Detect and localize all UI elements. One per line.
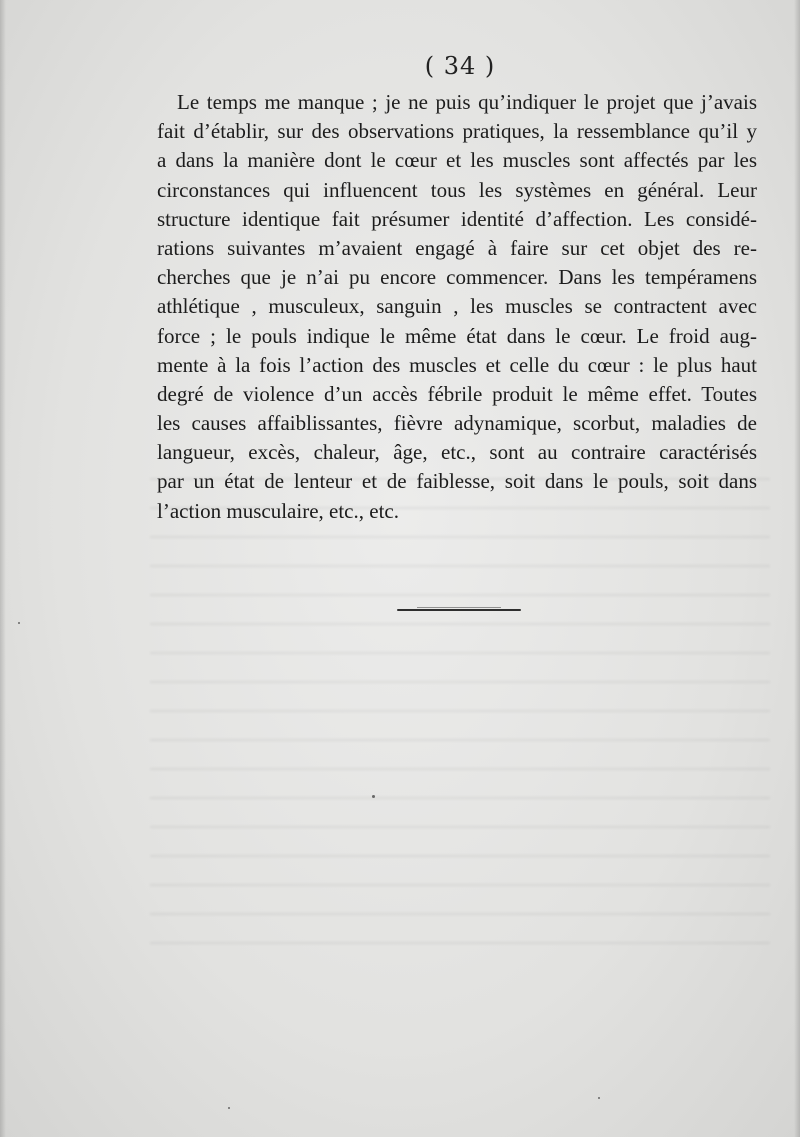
paragraph-line: a dans la manière dont le cœur et les muscles sont affectés par les <box>157 148 757 173</box>
paragraph-line: athlétique , musculeux, sanguin , les muscles se contractent avec <box>157 294 757 319</box>
paragraph-line: l’action musculaire, etc., etc. <box>157 498 399 523</box>
section-divider-rule <box>397 609 521 611</box>
ink-speck <box>228 1107 230 1109</box>
paragraph-line: structure identique fait présumer identité d’affection. Les considé- <box>157 206 757 231</box>
reverse-side-bleed-through <box>150 460 770 960</box>
ink-speck <box>372 795 375 798</box>
page-number: ( 34 ) <box>424 52 496 80</box>
paragraph-line: degré de violence d’un accès fébrile produit le même effet. Toutes <box>157 381 757 406</box>
paragraph-line: les causes affaiblissantes, fièvre adynamique, scorbut, maladies de <box>157 411 757 436</box>
paragraph <box>157 88 757 526</box>
page-edge-shadow-right <box>794 0 800 1137</box>
paragraph-line: force ; le pouls indique le même état dans le cœur. Le froid aug- <box>157 323 757 348</box>
paragraph-line: mente à la fois l’action des muscles et celle du cœur : le plus haut <box>157 352 757 377</box>
page-edge-shadow-left <box>0 0 6 1137</box>
paragraph-line: fait d’établir, sur des observations pratiques, la ressemblance qu’il y <box>157 119 757 144</box>
paragraph-line: cherches que je n’ai pu encore commencer. Dans les tempéramens <box>157 265 757 290</box>
ink-speck <box>18 622 20 624</box>
paragraph-line: par un état de lenteur et de faiblesse, soit dans le pouls, soit dans <box>157 469 757 494</box>
paragraph-line: circonstances qui influencent tous les systèmes en général. Leur <box>157 177 757 202</box>
paragraph-line: rations suivantes m’avaient engagé à faire sur cet objet des re- <box>157 235 757 260</box>
ink-speck <box>598 1097 600 1099</box>
paragraph-line: langueur, excès, chaleur, âge, etc., sont au contraire caractérisés <box>157 440 757 465</box>
paragraph-line: Le temps me manque ; je ne puis qu’indiquer le projet que j’avais <box>177 90 757 114</box>
